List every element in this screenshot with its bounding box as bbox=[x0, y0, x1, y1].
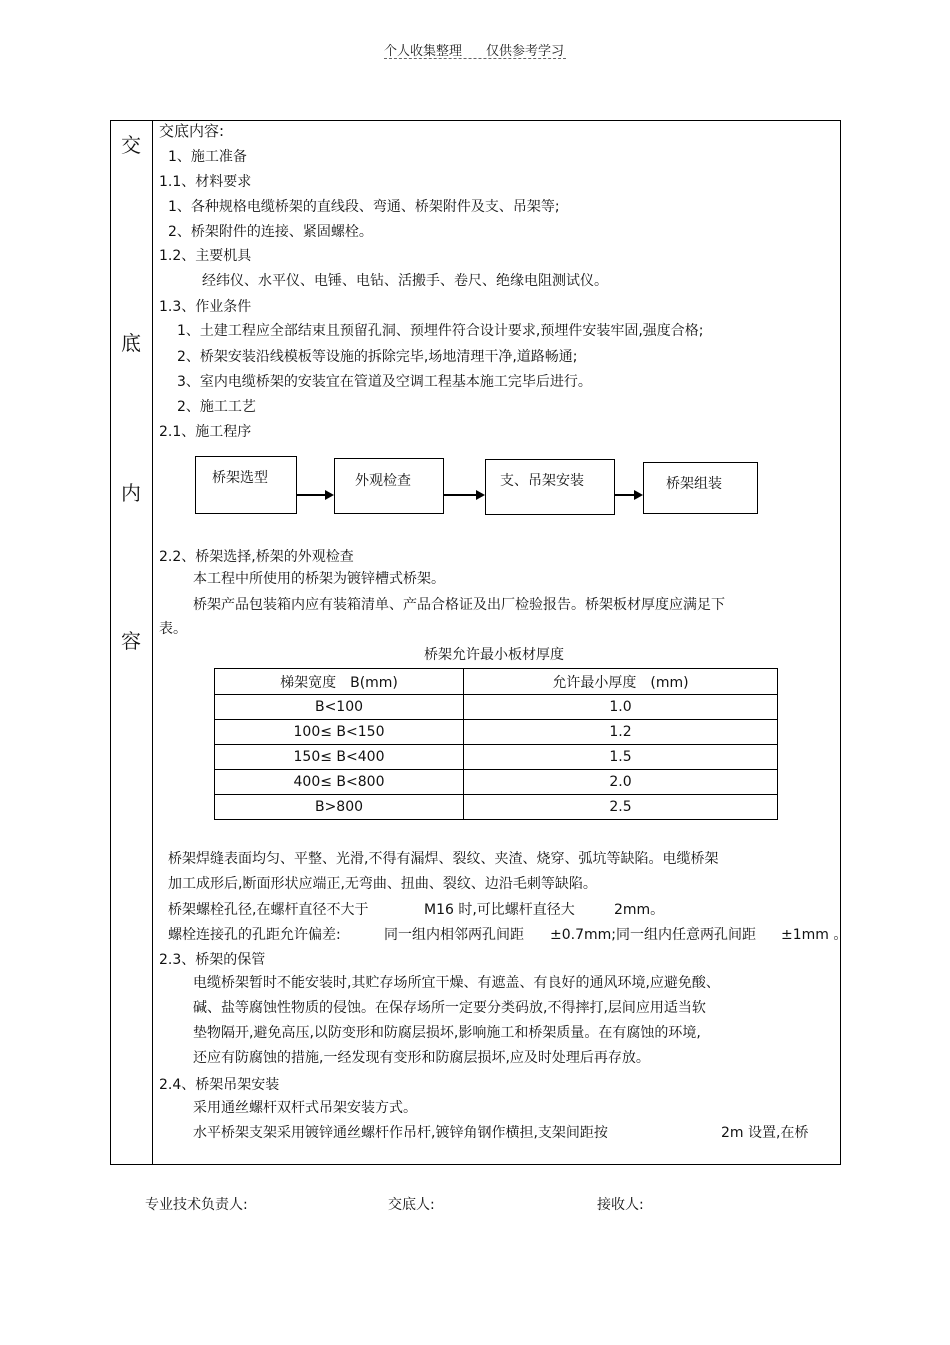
section-heading: 2.1、施工程序 bbox=[159, 424, 252, 440]
paragraph-line: 垫物隔开,避免高压,以防变形和防腐层损坏,影响施工和桥架质量。在有腐蚀的环境, bbox=[193, 1025, 701, 1041]
side-label-char: 交 bbox=[121, 133, 141, 157]
table-header-cell: 允许最小厚度 (mm) bbox=[464, 669, 778, 695]
table-cell: 1.0 bbox=[464, 695, 778, 720]
side-label-char: 底 bbox=[121, 331, 141, 355]
section-heading: 2.4、桥架吊架安装 bbox=[159, 1077, 280, 1093]
paragraph-line: 经纬仪、水平仪、电锤、电钻、活搬手、卷尺、绝缘电阻测试仪。 bbox=[202, 273, 608, 289]
signature-discloser: 交底人: bbox=[388, 1197, 435, 1213]
section-heading: 2、施工工艺 bbox=[177, 399, 256, 415]
paragraph-line: 表。 bbox=[159, 621, 187, 637]
table-cell: 2.0 bbox=[464, 770, 778, 795]
section-heading: 1.2、主要机具 bbox=[159, 248, 252, 264]
table-cell: 150≤ B<400 bbox=[215, 745, 464, 770]
table-row bbox=[215, 770, 778, 795]
paragraph-fragment: 水平桥架支架采用镀锌通丝螺杆作吊杆,镀锌角钢作横担,支架间距按 bbox=[193, 1125, 608, 1141]
flow-arrow bbox=[614, 494, 641, 496]
paragraph-line: 电缆桥架暂时不能安装时,其贮存场所宜干燥、有遮盖、有良好的通风环境,应避免酸、 bbox=[193, 975, 720, 991]
paragraph-line: 碱、盐等腐蚀性物质的侵蚀。在保存场所一定要分类码放,不得摔打,层间应用适当软 bbox=[193, 1000, 706, 1016]
flow-step-4 bbox=[643, 462, 758, 514]
signature-receiver: 接收人: bbox=[597, 1197, 644, 1213]
paragraph-fragment: ±0.7mm;同一组内任意两孔间距 bbox=[550, 927, 756, 943]
table-cell: B>800 bbox=[215, 795, 464, 820]
table-row bbox=[215, 720, 778, 745]
paragraph-line: 3、室内电缆桥架的安装宜在管道及空调工程基本施工完毕后进行。 bbox=[177, 374, 592, 390]
flow-step-label: 桥架组装 bbox=[666, 476, 722, 492]
flow-step-1 bbox=[195, 456, 297, 514]
table-header-row bbox=[215, 669, 778, 695]
flow-step-3 bbox=[485, 459, 615, 515]
flow-step-label: 外观检查 bbox=[355, 473, 411, 489]
side-label-char: 内 bbox=[121, 481, 141, 505]
paragraph-line: 采用通丝螺杆双杆式吊架安装方式。 bbox=[193, 1100, 417, 1116]
paragraph-fragment: 2m 设置,在桥 bbox=[721, 1125, 809, 1141]
paragraph-line: 1、土建工程应全部结束且预留孔洞、预埋件符合设计要求,预埋件安装牢固,强度合格; bbox=[177, 323, 704, 339]
paragraph-line: 加工成形后,断面形状应端正,无弯曲、扭曲、裂纹、边沿毛刺等缺陷。 bbox=[168, 876, 597, 892]
table-title: 桥架允许最小板材厚度 bbox=[424, 647, 564, 663]
section-heading: 1、施工准备 bbox=[168, 149, 247, 165]
paragraph-line: 桥架产品包装箱内应有装箱清单、产品合格证及出厂检验报告。桥架板材厚度应满足下 bbox=[193, 597, 725, 613]
header-right: 仅供参考学习 bbox=[486, 44, 565, 59]
flow-step-label: 桥架选型 bbox=[212, 470, 268, 486]
section-heading: 1.1、材料要求 bbox=[159, 174, 252, 190]
table-cell: 1.2 bbox=[464, 720, 778, 745]
header-left: 个人收集整理 bbox=[384, 44, 463, 59]
paragraph-line: 还应有防腐蚀的措施,一经发现有变形和防腐层损坏,应及时处理后再存放。 bbox=[193, 1050, 650, 1066]
paragraph-fragment: 同一组内相邻两孔间距 bbox=[384, 927, 524, 943]
section-heading: 1.3、作业条件 bbox=[159, 299, 252, 315]
header-divider bbox=[384, 58, 566, 59]
signature-tech-lead: 专业技术负责人: bbox=[145, 1197, 248, 1213]
paragraph-line: 桥架焊缝表面均匀、平整、光滑,不得有漏焊、裂纹、夹渣、烧穿、弧坑等缺陷。电缆桥架 bbox=[168, 851, 719, 867]
flow-arrow bbox=[443, 494, 483, 496]
flow-step-label: 支、吊架安装 bbox=[500, 473, 584, 489]
paragraph-fragment: 2mm。 bbox=[614, 902, 665, 918]
paragraph-line: 2、桥架安装沿线模板等设施的拆除完毕,场地清理干净,道路畅通; bbox=[177, 349, 578, 365]
table-row bbox=[215, 745, 778, 770]
side-label-char: 容 bbox=[121, 629, 141, 653]
paragraph-line: 本工程中所使用的桥架为镀锌槽式桥架。 bbox=[193, 571, 445, 587]
section-heading: 2.3、桥架的保管 bbox=[159, 952, 266, 968]
table-cell: 400≤ B<800 bbox=[215, 770, 464, 795]
page-header bbox=[384, 40, 564, 59]
paragraph-fragment: ±1mm 。 bbox=[781, 927, 848, 943]
flow-step-2 bbox=[334, 458, 444, 514]
table-row bbox=[215, 795, 778, 820]
paragraph-fragment: 螺栓连接孔的孔距允许偏差: bbox=[168, 927, 341, 943]
paragraph-line: 2、桥架附件的连接、紧固螺栓。 bbox=[168, 224, 373, 240]
paragraph-line: 1、各种规格电缆桥架的直线段、弯通、桥架附件及支、吊架等; bbox=[168, 199, 560, 215]
table-cell: B<100 bbox=[215, 695, 464, 720]
flow-arrow bbox=[296, 494, 332, 496]
section-heading: 2.2、桥架选择,桥架的外观检查 bbox=[159, 549, 354, 565]
table-cell: 1.5 bbox=[464, 745, 778, 770]
table-cell: 100≤ B<150 bbox=[215, 720, 464, 745]
paragraph-fragment: 桥架螺栓孔径,在螺杆直径不大于 bbox=[168, 902, 369, 918]
content-title: 交底内容: bbox=[159, 122, 225, 140]
thickness-table bbox=[214, 668, 778, 820]
column-divider bbox=[152, 121, 153, 1164]
paragraph-fragment: M16 时,可比螺杆直径大 bbox=[424, 902, 575, 918]
table-cell: 2.5 bbox=[464, 795, 778, 820]
table-header-cell: 梯架宽度 B(mm) bbox=[215, 669, 464, 695]
table-row bbox=[215, 695, 778, 720]
